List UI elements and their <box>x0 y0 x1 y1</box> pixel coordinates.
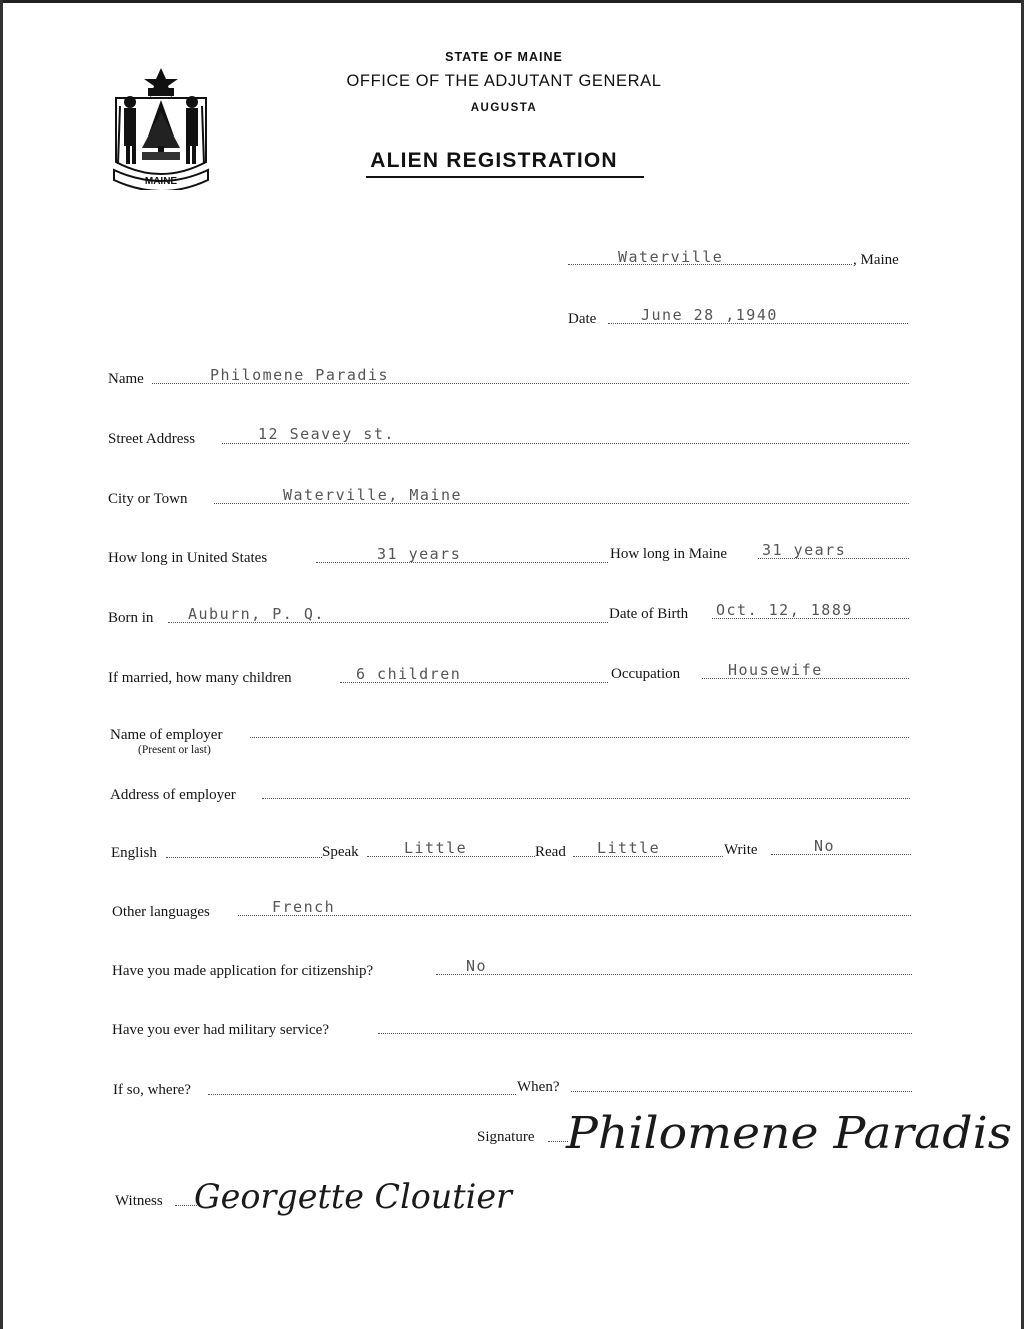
how-long-maine-label: How long in Maine <box>610 546 728 562</box>
town-value[interactable]: Waterville <box>618 248 724 266</box>
children-label: If married, how many children <box>108 670 292 686</box>
how-long-us-value[interactable]: 31 years <box>377 545 462 563</box>
witness-handwriting <box>190 1166 520 1242</box>
date-of-birth-label: Date of Birth <box>609 606 689 622</box>
scan-border-left <box>0 0 3 1329</box>
military-label: Have you ever had military service? <box>112 1022 329 1038</box>
how-long-us-line <box>316 562 608 563</box>
header-state: STATE OF MAINE <box>445 50 563 64</box>
read-value[interactable]: Little <box>597 839 661 857</box>
english-label: English <box>111 845 157 861</box>
write-value[interactable]: No <box>814 837 836 855</box>
citizenship-label: Have you made application for citizenship? <box>112 963 374 979</box>
write-label: Write <box>724 842 758 858</box>
when-label: When? <box>517 1079 560 1095</box>
if-so-where-line <box>208 1094 516 1095</box>
witness-label: Witness <box>115 1193 163 1209</box>
if-so-where-label: If so, where? <box>113 1082 191 1098</box>
citizenship-value[interactable]: No <box>466 957 488 975</box>
date-value[interactable]: June 28 ,1940 <box>641 306 778 324</box>
occupation-label: Occupation <box>611 666 681 682</box>
seal-banner-text: MAINE <box>144 176 178 187</box>
form-title: ALIEN REGISTRATION <box>370 149 618 172</box>
maine-label: , Maine <box>853 252 899 268</box>
children-value[interactable]: 6 children <box>356 665 462 683</box>
employer-address-line <box>262 798 910 799</box>
signature-label: Signature <box>477 1129 535 1145</box>
witness-text: Georgette Cloutier <box>194 1177 514 1217</box>
street-label: Street Address <box>108 431 196 447</box>
how-long-maine-value[interactable]: 31 years <box>762 541 847 559</box>
scan-border-top <box>0 0 1024 3</box>
english-line <box>166 857 322 858</box>
city-town-value[interactable]: Waterville, Maine <box>283 486 463 504</box>
header-office: OFFICE OF THE ADJUTANT GENERAL <box>346 72 662 90</box>
write-line <box>771 854 911 855</box>
how-long-us-label: How long in United States <box>108 550 268 566</box>
read-label: Read <box>535 844 566 860</box>
speak-value[interactable]: Little <box>404 839 468 857</box>
employer-name-line <box>250 737 909 738</box>
date-label: Date <box>568 311 597 327</box>
title-underline <box>366 176 644 178</box>
born-in-label: Born in <box>108 610 154 626</box>
signature-handwriting <box>562 1096 1020 1168</box>
name-value[interactable]: Philomene Paradis <box>210 366 390 384</box>
speak-label: Speak <box>322 844 359 860</box>
city-town-label: City or Town <box>108 491 188 507</box>
employer-address-label: Address of employer <box>110 787 236 803</box>
occupation-value[interactable]: Housewife <box>728 661 823 679</box>
header-city: AUGUSTA <box>470 102 538 114</box>
employer-name-label: Name of employer <box>110 727 223 743</box>
signature-text: Philomene Paradis <box>564 1108 1012 1159</box>
other-languages-line <box>238 915 911 916</box>
citizenship-line <box>436 974 912 975</box>
street-line <box>222 443 909 444</box>
other-languages-label: Other languages <box>112 904 210 920</box>
when-line <box>571 1091 912 1092</box>
born-in-value[interactable]: Auburn, P. Q. <box>188 605 325 623</box>
employer-note: (Present or last) <box>138 744 211 756</box>
other-languages-value[interactable]: French <box>272 898 336 916</box>
name-label: Name <box>108 371 144 387</box>
street-value[interactable]: 12 Seavey st. <box>258 425 395 443</box>
military-line <box>378 1033 912 1034</box>
date-of-birth-value[interactable]: Oct. 12, 1889 <box>716 601 853 619</box>
